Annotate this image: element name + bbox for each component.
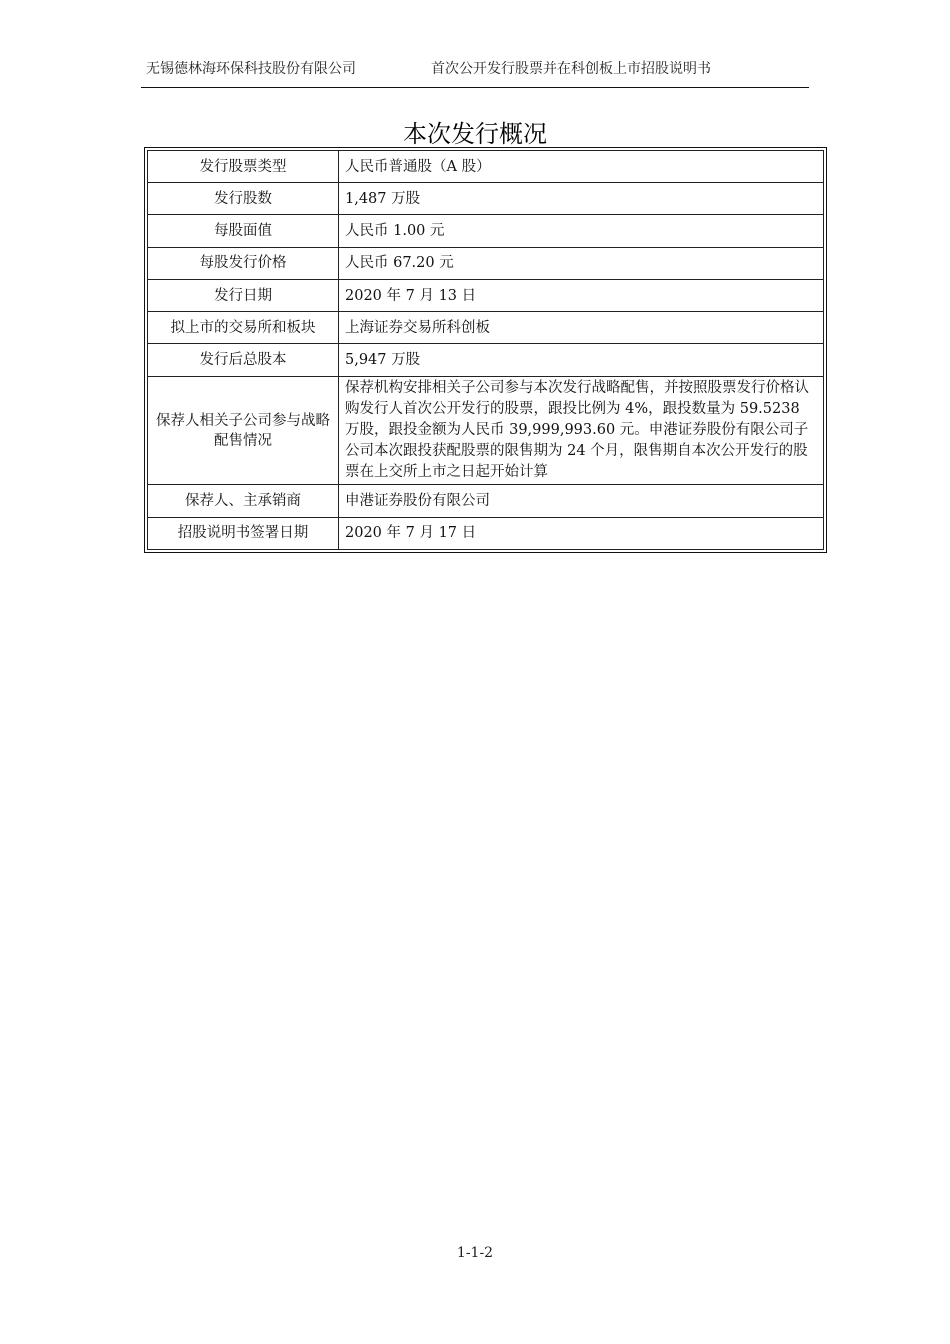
- row-value: 1,487 万股: [339, 183, 824, 215]
- row-value: 2020 年 7 月 17 日: [339, 517, 824, 549]
- row-label: 每股发行价格: [148, 247, 339, 279]
- header-divider: [141, 87, 809, 88]
- row-value: 人民币 1.00 元: [339, 215, 824, 247]
- page-number: 1-1-2: [456, 1245, 494, 1261]
- row-value: 人民币 67.20 元: [339, 247, 824, 279]
- row-value: 5,947 万股: [339, 344, 824, 376]
- row-label: 发行股数: [148, 183, 339, 215]
- row-label: 招股说明书签署日期: [148, 517, 339, 549]
- table-row-par-value: [148, 215, 824, 247]
- header-document-name: 首次公开发行股票并在科创板上市招股说明书: [431, 61, 711, 77]
- table-row-issue-date: [148, 279, 824, 311]
- offering-overview-table-frame: [144, 147, 827, 553]
- row-label: 发行日期: [148, 279, 339, 311]
- table-row-issue-price: [148, 247, 824, 279]
- header-company-name: 无锡德林海环保科技股份有限公司: [146, 61, 356, 77]
- row-label: 拟上市的交易所和板块: [148, 312, 339, 344]
- table-row-exchange-board: [148, 312, 824, 344]
- row-value: 人民币普通股（A 股）: [339, 151, 824, 183]
- row-label: 发行股票类型: [148, 151, 339, 183]
- row-value: 申港证券股份有限公司: [339, 485, 824, 517]
- table-row-strategic-placement: [148, 376, 824, 485]
- row-label: 每股面值: [148, 215, 339, 247]
- table-row-total-shares: [148, 344, 824, 376]
- row-value: 保荐机构安排相关子公司参与本次发行战略配售，并按照股票发行价格认购发行人首次公开发行的股票，跟投比例为 4%，跟投数量为 59.5238 万股，跟投金额为人民币 39,999,993.60 元。申港证券股份有限公司子公司本次跟投获配股票的限售期为 24 个月，限售期自本次公开发行的股票在上交所上市之日起开始计算: [339, 376, 824, 485]
- row-value: 2020 年 7 月 13 日: [339, 279, 824, 311]
- row-value: 上海证券交易所科创板: [339, 312, 824, 344]
- row-label: 保荐人、主承销商: [148, 485, 339, 517]
- offering-overview-table: [147, 150, 824, 550]
- row-label: 发行后总股本: [148, 344, 339, 376]
- table-row-share-count: [148, 183, 824, 215]
- row-label: 保荐人相关子公司参与战略配售情况: [148, 376, 339, 485]
- table-row-signing-date: [148, 517, 824, 549]
- table-row-sponsor-underwriter: [148, 485, 824, 517]
- table-row-share-type: [148, 151, 824, 183]
- page-title: 本次发行概况: [403, 120, 547, 148]
